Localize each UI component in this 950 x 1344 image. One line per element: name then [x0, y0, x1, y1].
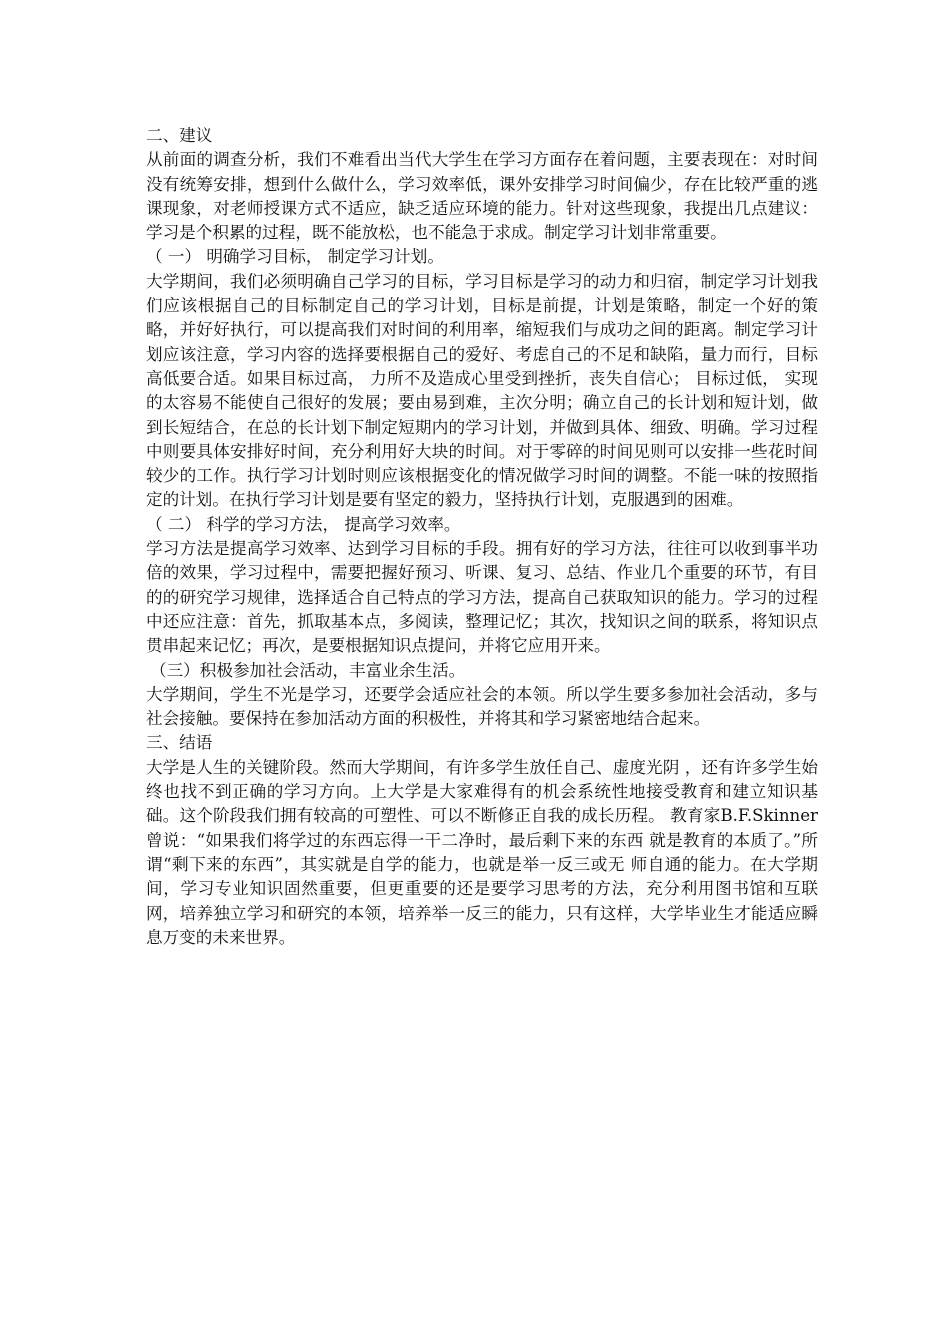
subsection-1-title: （ 一） 明确学习目标， 制定学习计划。: [146, 247, 444, 267]
subsection-3-paragraph: 大学期间，学生不光是学习，还要学会适应社会的本领。所以学生要多参加社会活动，多与社会接触。要保持在参加活动方面的积极性，并将其和学习紧密地结合起来。: [146, 684, 818, 729]
document-content: [146, 124, 818, 950]
subsection-1-paragraph: 大学期间，我们必须明确自己学习的目标，学习目标是学习的动力和归宿，制定学习计划我们应该根据自己的目标制定自己的学习计划，目标是前提，计划是策略，制定一个好的策略，并好好执行，可以提高我们对时间的利用率，缩短我们与成功之间的距离。制定学习计划应该注意，学习内容的选择要根据自己的爱好、考虑自己的不足和缺陷，量力而行，目标高低要合适。如果目标过高， 力所不及造成心里受到挫折，丧失自信心； 目标过低， 实现的太容易不能使自己很好的发展；要由易到难，主次分明；确立自己的长计划和短计划，做到长短结合，在总的长计划下制定短期内的学习计划，并做到具体、细致、明确。学习过程中则要具体安排好时间，充分利用好大块的时间。对于零碎的时间见则可以安排一些花时间较少的工作。执行学习计划时则应该根据变化的情况做学习时间的调整。不能一味的按照指定的计划。在执行学习计划是要有坚定的毅力，坚持执行计划，克服遇到的困难。: [146, 271, 818, 510]
section-3-title: 三、结语: [146, 733, 213, 753]
subsection-2-title: （ 二） 科学的学习方法， 提高学习效率。: [146, 514, 461, 534]
section-2-title: 二、建议: [146, 126, 213, 145]
subsection-3-title: （三）积极参加社会活动，丰富业余生活。: [150, 660, 466, 680]
section-2-intro-paragraph: 从前面的调查分析，我们不难看出当代大学生在学习方面存在着问题，主要表现在：对时间没有统筹安排，想到什么做什么，学习效率低，课外安排学习时间偏少，存在比较严重的逃课现象，对老师授课方式不适应，缺乏适应环境的能力。针对这些现象，我提出几点建议：学习是个积累的过程，既不能放松，也不能急于求成。制定学习计划非常重要。: [146, 150, 818, 243]
subsection-2-paragraph: 学习方法是提高学习效率、达到学习目标的手段。拥有好的学习方法，往往可以收到事半功倍的效果，学习过程中，需要把握好预习、听课、复习、总结、作业几个重要的环节，有目的的研究学习规律，选择适合自己特点的学习方法，提高自己获取知识的能力。学习的过程中还应注意：首先，抓取基本点，多阅读，整理记忆；其次，找知识之间的联系，将知识点贯串起来记忆；再次，是要根据知识点提问，并将它应用开来。: [146, 539, 818, 656]
section-3-paragraph: 大学是人生的关键阶段。然而大学期间，有许多学生放任自己、虚度光阴 ，还有许多学生始终也找不到正确的学习方向。上大学是大家难得有的机会系统性地接受教育和建立知识基础。这个阶段我们拥有较高的可塑性、可以不断修正自我的成长历程。 教育家B.F.Skinner 曾说：“如果我们将学过的东西忘得一干二净时，最后剩下来的东西 就是教育的本质了。”所谓“剩下来的东西”，其实就是自学的能力，也就是举一反三或无 师自通的能力。在大学期间，学习专业知识固然重要，但更重要的还是要学习思考的方法，充分利用图书馆和互联网，培养独立学习和研究的本领，培养举一反三的能力，只有这样，大学毕业生才能适应瞬息万变的未来世界。: [146, 757, 818, 947]
